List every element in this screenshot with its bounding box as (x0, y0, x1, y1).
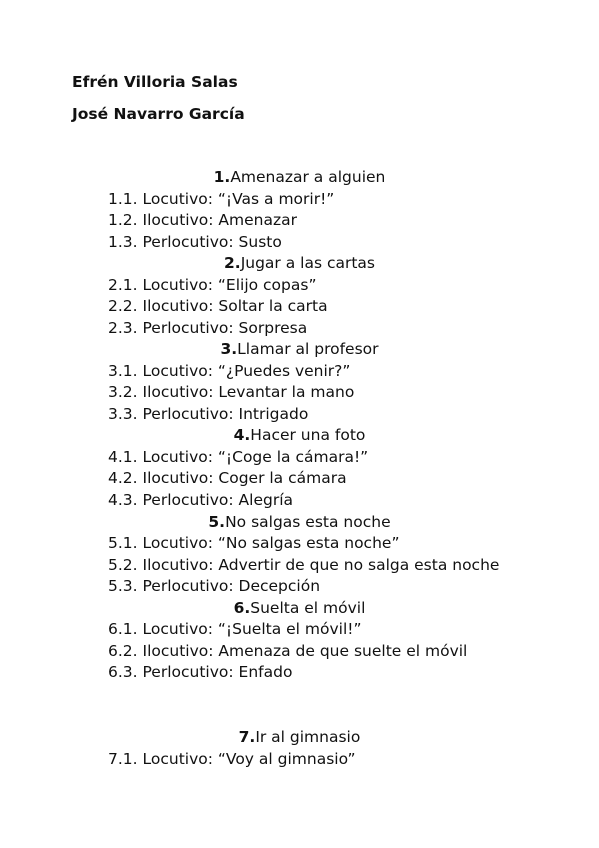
section-title: Jugar a las cartas (240, 254, 375, 272)
list-item: 1.2. Ilocutivo: Amenazar (108, 211, 297, 229)
section-title: Amenazar a alguien (230, 168, 386, 186)
section-number: 3. (220, 340, 238, 358)
list-item: 1.1. Locutivo: “¡Vas a morir!” (108, 190, 335, 208)
list-item: 4.2. Ilocutivo: Coger la cámara (108, 469, 347, 487)
list-item: 5.1. Locutivo: “No salgas esta noche” (108, 534, 400, 552)
list-item: 6.3. Perlocutivo: Enfado (108, 663, 293, 681)
list-item: 3.2. Ilocutivo: Levantar la mano (108, 383, 355, 401)
list-item: 3.1. Locutivo: “¿Puedes venir?” (108, 362, 351, 380)
list-item: 5.2. Ilocutivo: Advertir de que no salga esta noche (108, 556, 500, 574)
list-item: 6.2. Ilocutivo: Amenaza de que suelte el móvil (108, 642, 468, 660)
section-heading (0, 512, 599, 532)
list-item: 7.1. Locutivo: “Voy al gimnasio” (108, 750, 356, 768)
section-heading (0, 339, 599, 359)
section-number: 4. (233, 426, 251, 444)
section-number: 7. (238, 728, 256, 746)
section-number: 1. (213, 168, 231, 186)
section-heading (0, 253, 599, 273)
list-item: 2.3. Perlocutivo: Sorpresa (108, 319, 308, 337)
section-title: Ir al gimnasio (255, 728, 361, 746)
section-title: No salgas esta noche (225, 513, 391, 531)
list-item: 2.2. Ilocutivo: Soltar la carta (108, 297, 328, 315)
section-title: Suelta el móvil (250, 599, 366, 617)
list-item: 6.1. Locutivo: “¡Suelta el móvil!” (108, 620, 362, 638)
section-heading (0, 425, 599, 445)
author-name: Efrén Villoria Salas (72, 73, 238, 91)
section-heading (0, 727, 599, 747)
section-heading (0, 598, 599, 618)
section-number: 2. (224, 254, 241, 272)
section-number: 5. (208, 513, 226, 531)
author-name: José Navarro García (72, 105, 245, 123)
list-item: 4.3. Perlocutivo: Alegría (108, 491, 293, 509)
section-title: Llamar al profesor (237, 340, 379, 358)
section-number: 6. (233, 599, 251, 617)
list-item: 1.3. Perlocutivo: Susto (108, 233, 282, 251)
section-heading (0, 167, 599, 187)
section-title: Hacer una foto (250, 426, 366, 444)
list-item: 2.1. Locutivo: “Elijo copas” (108, 276, 317, 294)
list-item: 4.1. Locutivo: “¡Coge la cámara!” (108, 448, 369, 466)
list-item: 3.3. Perlocutivo: Intrigado (108, 405, 309, 423)
list-item: 5.3. Perlocutivo: Decepción (108, 577, 321, 595)
